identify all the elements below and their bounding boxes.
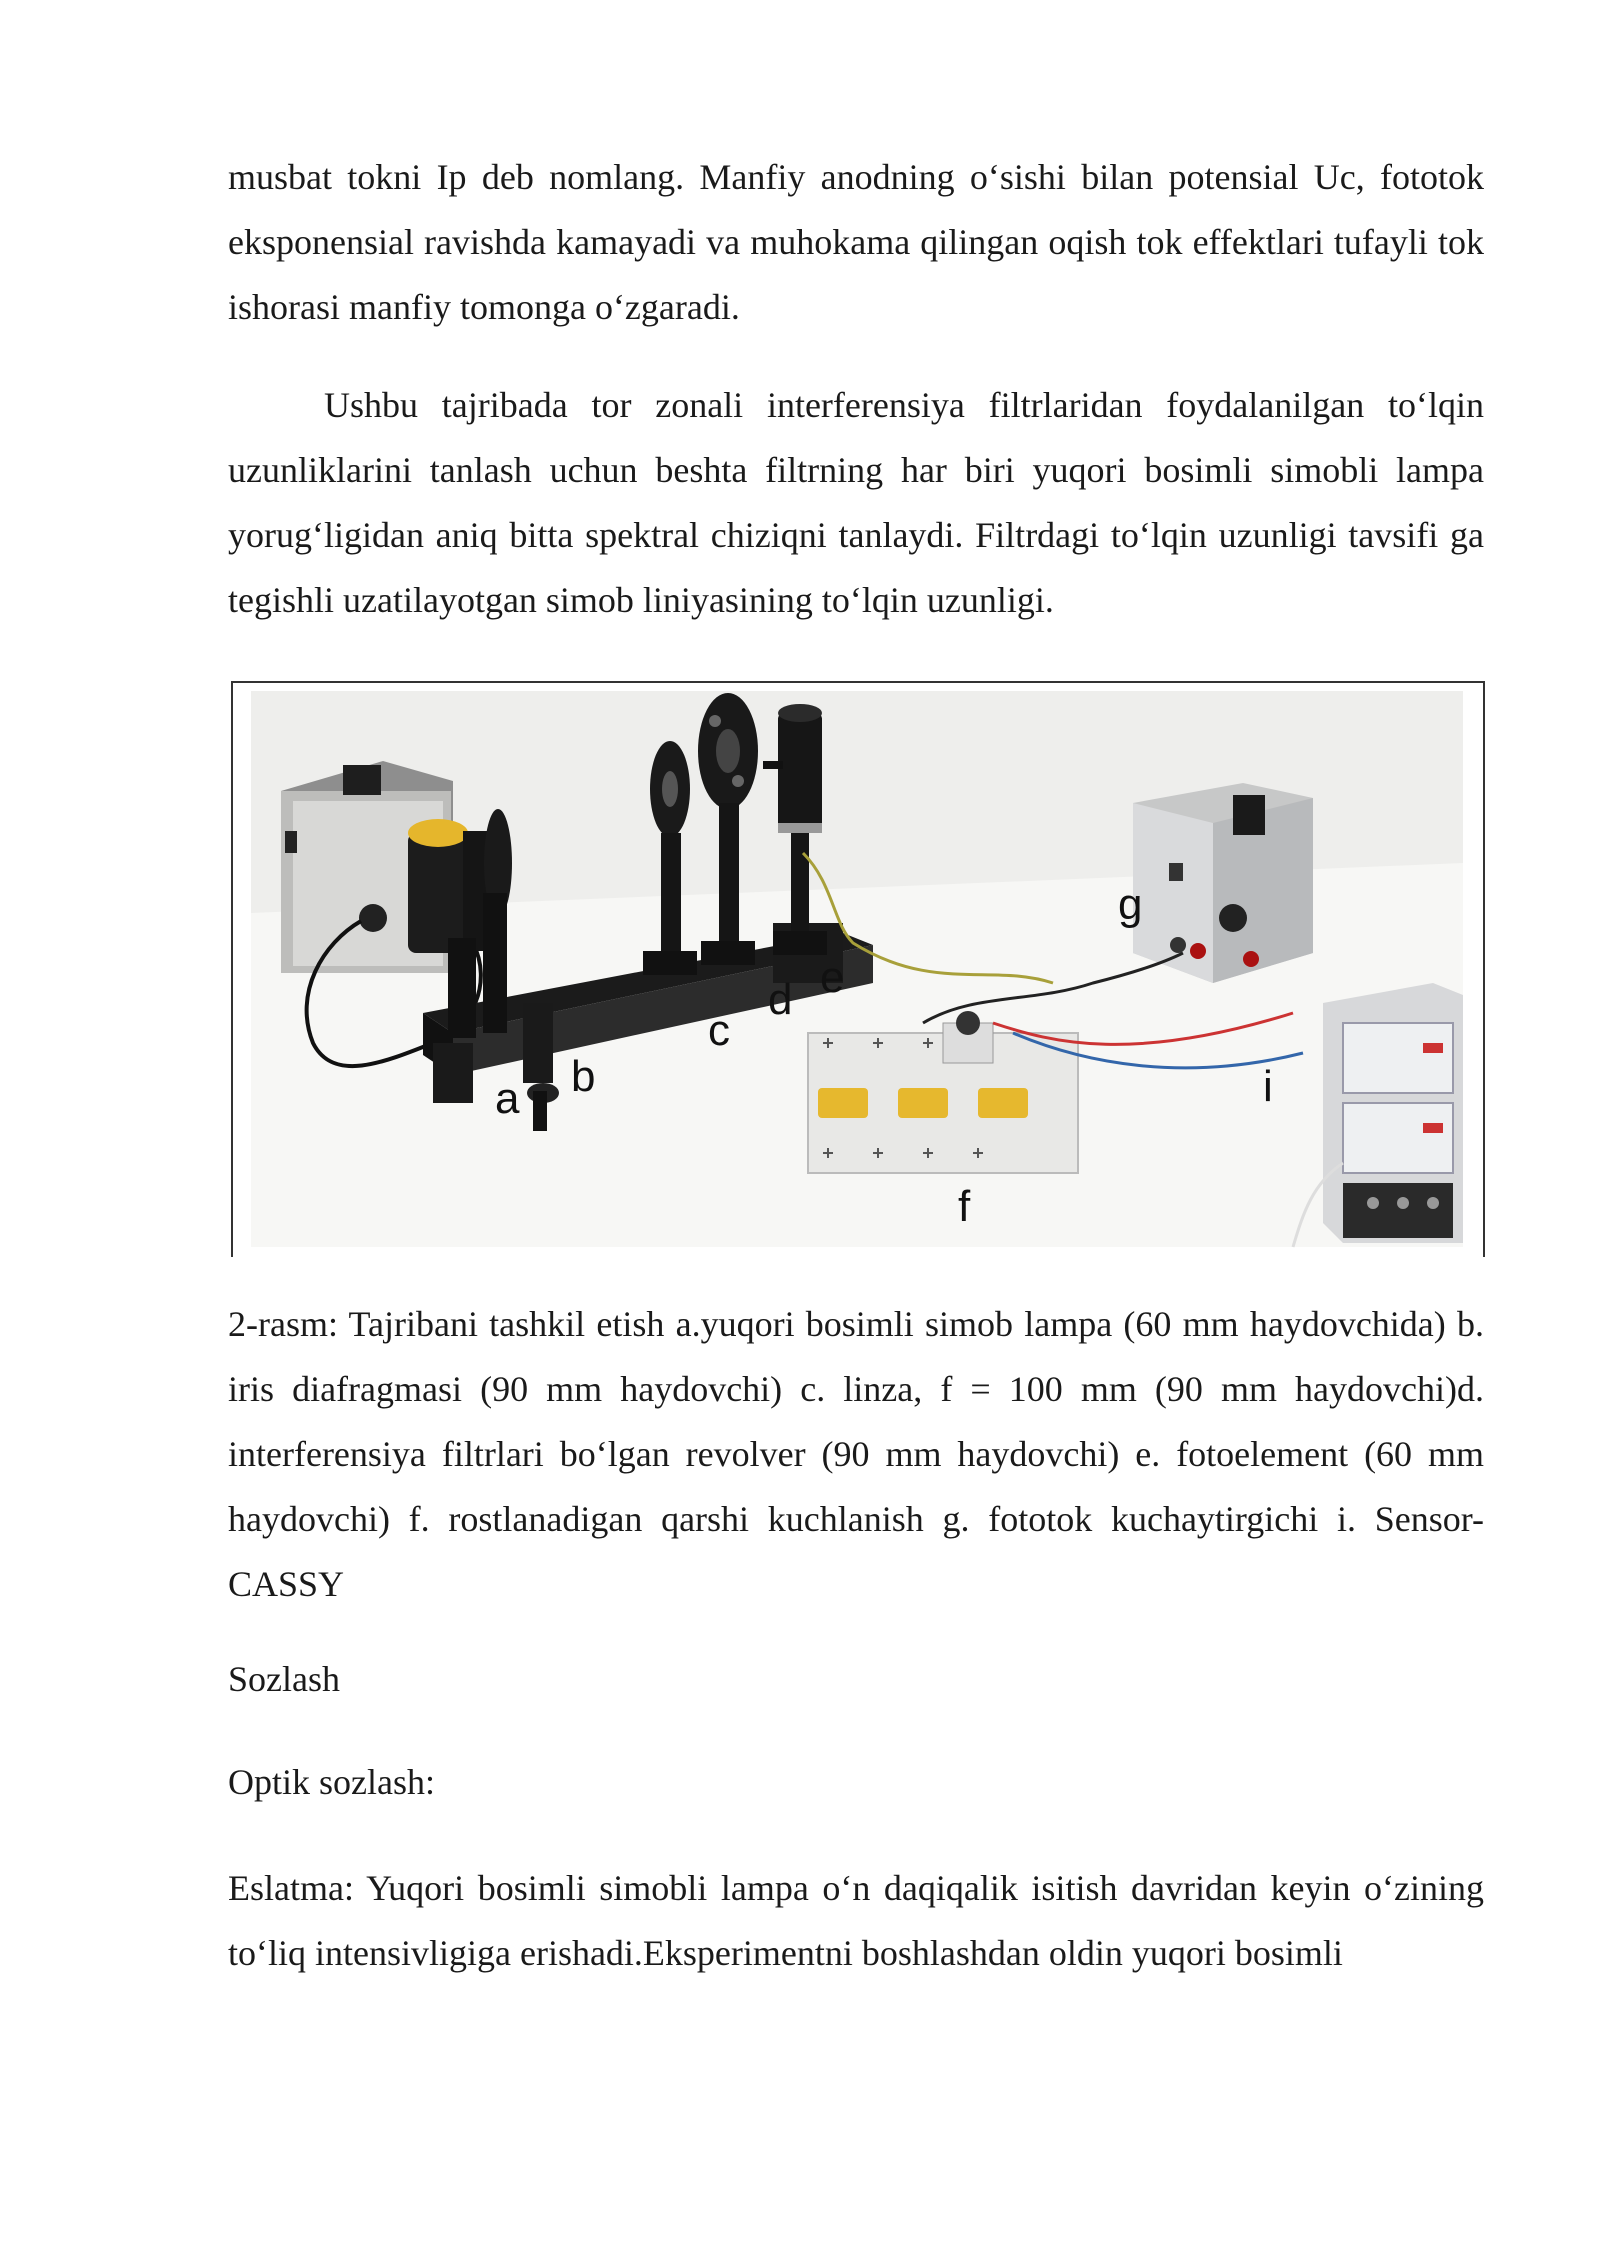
figure-label-c: c (708, 1006, 730, 1055)
paragraph-1: musbat tokni Ip deb nomlang. Manfiy anodning o‘sishi bilan potensial Uc, fototok eksponensial ravishda kamayadi va muhokama qilingan oqish tok effektlari tufayli tok ishorasi manfiy tomonga o‘zgaradi. (228, 157, 1484, 327)
figure-label-g: g (1118, 880, 1143, 929)
photocurrent-amplifier (1133, 783, 1313, 983)
figure-label-e: e (820, 953, 845, 1002)
figure-label-a: a (495, 1074, 520, 1123)
figure-label-d: d (768, 975, 793, 1024)
figure-caption: 2-rasm: Tajribani tashkil etish a.yuqori bosimli simob lampa (60 mm haydovchida) b. iris diafragmasi (90 mm haydovchi) c. linza, f = 100 mm (90 mm haydovchi)d. interferensiya filtrlari bo‘lgan revolver (90 mm haydovchi) e. fotoelement (60 mm haydovchi) f. rostlanadigan qarshi kuchlanish g. fototok kuchaytirgichi i. Sensor-CASSY (228, 1304, 1484, 1604)
figure-label-b: b (571, 1052, 596, 1101)
paragraph-2: Ushbu tajribada tor zonali interferensiya filtrlaridan foydalanilgan to‘lqin uzunliklarini tanlash uchun beshta filtrning har biri yuqori bosimli simobli lampa yorug‘ligidan aniq bitta spektral chiziqni tanlaydi. Filtrdagi to‘lqin uzunligi tavsifi ga tegishli uzatilayotgan simob liniyasining to‘lqin uzunligi. (228, 385, 1484, 620)
figure-experiment-setup (231, 681, 1485, 1257)
note-paragraph: Eslatma: Yuqori bosimli simobli lampa o‘n daqiqalik isitish davridan keyin o‘zining to‘liq intensivligiga erishadi.Eksperimentni boshlashdan oldin yuqori bosimli (228, 1868, 1484, 1973)
figure-label-f: f (958, 1182, 971, 1231)
heading-sozlash: Sozlash (228, 1659, 340, 1699)
setup-photo (233, 683, 1483, 1257)
figure-label-i: i (1263, 1062, 1273, 1111)
heading-optik-sozlash: Optik sozlash: (228, 1762, 435, 1802)
